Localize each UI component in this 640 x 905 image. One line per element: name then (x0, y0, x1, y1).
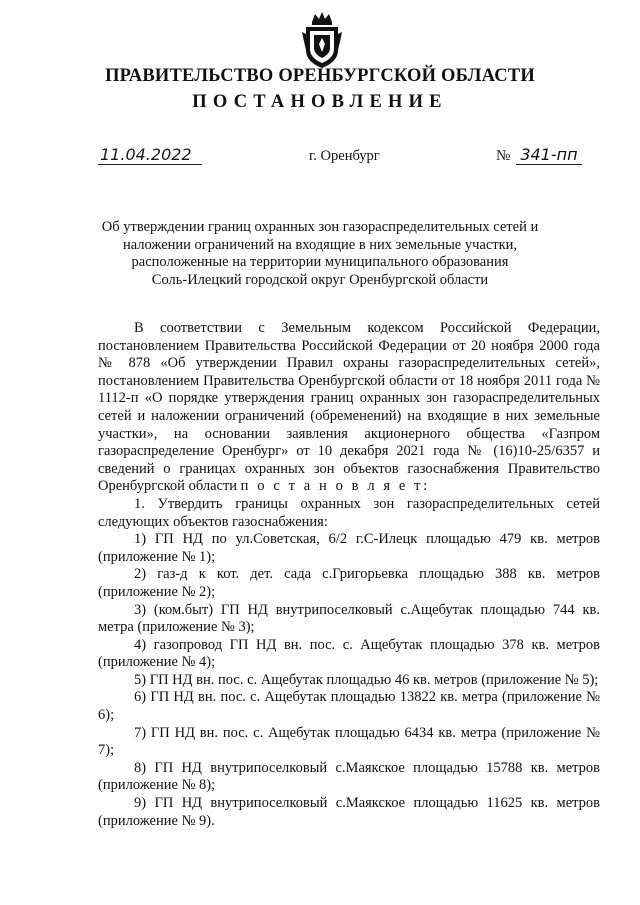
resolves-word: п о с т а н о в л я е т: (240, 478, 430, 495)
preamble-paragraph (98, 320, 600, 496)
list-item: 7) ГП НД вн. пос. с. Ащебутак площадью 6434 кв. метра (приложение № 7); (98, 724, 600, 759)
government-name: ПРАВИТЕЛЬСТВО ОРЕНБУРГСКОЙ ОБЛАСТИ (105, 66, 535, 86)
number-value: 341-пп (516, 145, 581, 165)
list-item: 6) ГП НД вн. пос. с. Ащебутак площадью 13822 кв. метра (приложение № 6); (98, 689, 600, 724)
preamble-text: В соответствии с Земельным кодексом Российской Федерации, постановлением Правительства Российской Федерации от 20 ноября 2000 года № 878 «Об утверждении Правил охраны газораспределительных сетей», постановлением Правительства Оренбургской области от 18 ноября 2011 года № 1112-п «О порядке утверждения границ охранных зон газораспределительных сетей и наложении ограничений (обременений) на входящие в них земельные участки», на основании заявления акционерного общества «Газпром газораспределение Оренбург» от 10 декабря 2021 года № (16)10-25/6357 и сведений о границах охранных зон объектов газоснабжения Правительство Оренбургской области (98, 320, 600, 495)
list-item: 1) ГП НД по ул.Советская, 6/2 г.С-Илецк площадью 479 кв. метров (приложение № 1); (98, 531, 600, 565)
document-city: г. Оренбург (309, 148, 380, 164)
clause-1: 1. Утвердить границы охранных зон газораспределительных сетей следующих объектов газоснабжения: (98, 495, 600, 530)
title-line: наложении ограничений на входящие в них земельные участки, (122, 236, 518, 253)
coat-of-arms-emblem (300, 10, 344, 70)
document-date: 11.04.2022 (98, 146, 202, 165)
document-type: ПОСТАНОВЛЕНИЕ (192, 92, 448, 112)
title-line: Соль-Илецкий городской округ Оренбургской области (151, 271, 489, 288)
list-item: 5) ГП НД вн. пос. с. Ащебутак площадью 46 кв. метров (приложение № 5); (134, 671, 599, 688)
list-item: 4) газопровод ГП НД вн. пос. с. Ащебутак площадью 378 кв. метров (приложение № 4); (98, 636, 600, 671)
document-number (496, 146, 582, 165)
list-item: 8) ГП НД внутрипоселковый с.Маякское площадью 15788 кв. метров (приложение № 8); (98, 759, 600, 794)
title-line: Об утверждении границ охранных зон газораспределительных сетей и (101, 219, 539, 235)
list-item: 9) ГП НД внутрипоселковый с.Маякское площадью 11625 кв. метров (приложение № 9). (98, 795, 600, 829)
number-label: № (496, 148, 511, 164)
document-body (98, 320, 600, 830)
list-item: 3) (ком.быт) ГП НД внутрипоселковый с.Ащебутак площадью 744 кв. метра (приложение № 3); (98, 601, 600, 636)
title-line: расположенные на территории муниципального образования (131, 254, 509, 270)
list-item: 2) газ-д к кот. дет. сада с.Григорьевка площадью 388 кв. метров (приложение № 2); (98, 566, 600, 600)
document-title (90, 219, 550, 289)
